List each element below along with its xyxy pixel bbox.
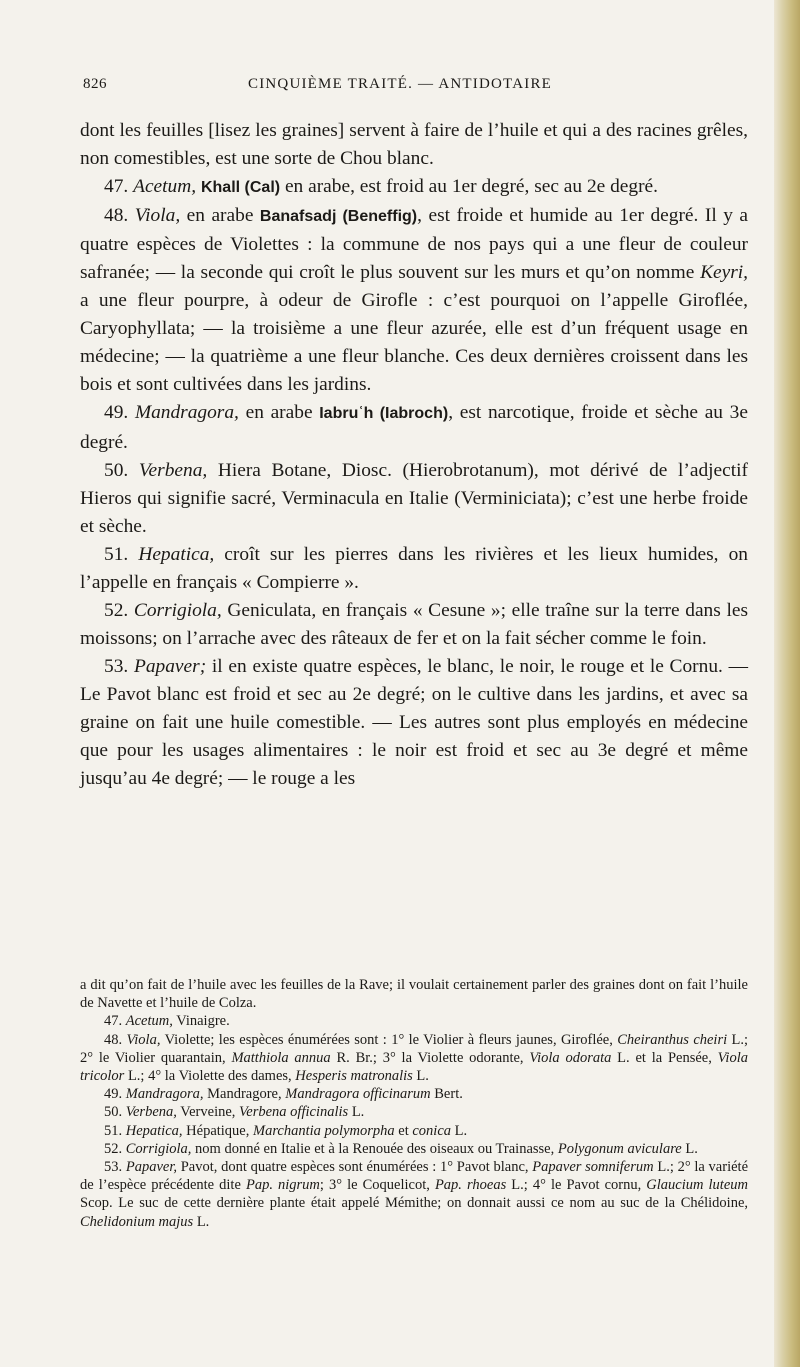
note-52: 52. Corrigiola, nom donné en Italie et à la Renouée des oiseaux ou Trainasse, Polygonum aviculare L. (104, 1140, 698, 1157)
note-51: 51. Hepatica, Hépatique, Marchantia polymorpha et conica L. (104, 1122, 468, 1139)
arabic-name: Iabruʿh (Iabroch) (319, 405, 449, 423)
note-53: 53. Papaver, Pavot, dont quatre espèces sont énumérées : 1° Pavot blanc, Papaver somniferum L.; 2° la variété de l’espèce précédente dite Pap. nigrum; 3° le Coquelicot, Pap. rhoeas L.; 4° le Pavot cornu, Glaucium luteum Scop. Le suc de cette dernière plante était appelé Mémithe; on donnait aussi ce nom au suc de la Chélidoine, Chelidonium majus L. (80, 1159, 748, 1230)
entry-term: Hepatica, (138, 543, 215, 565)
page-edge (774, 0, 800, 1367)
entry-term: Papaver; (134, 655, 207, 677)
page-number: 826 (83, 76, 107, 92)
entry-49: 49. Mandragora, en arabe Iabruʿh (Iabroch), est narcotique, froide et sèche au 3e degré. (80, 402, 748, 453)
entry-51: 51. Hepatica, croît sur les pierres dans les rivières et les lieux humides, on l’appelle en français « Compierre ». (80, 543, 748, 593)
entry-48: 48. Viola, en arabe Banafsadj (Beneffig), est froide et humide au 1er degré. Il y a quatre espèces de Violettes : la commune de nos pays qui a une fleur de couleur safranée; — la seconde qui croît le plus souvent sur les murs et qu’on nomme Keyri, a une fleur pourpre, à odeur de Girofle : c’est pourquoi on l’appelle Giroflée, Caryophyllata; — la troisième a une fleur azurée, elle est d’un fréquent usage en médecine; — la quatrième a une fleur blanche. Ces deux dernières croissent dans les bois et sont cultivées dans les jardins. (80, 205, 748, 396)
entry-term: Viola, (134, 205, 181, 227)
note-48: 48. Viola, Violette; les espèces énumérées sont : 1° le Violier à fleurs jaunes, Giroflée, Cheiranthus cheiri L.; 2° le Violier quarantain, Matthiola annua R. Br.; 3° la Violette odorante, Viola odorata L. et la Pensée, Viola tricolor L.; 4° la Violette des dames, Hesperis matronalis L. (80, 1031, 749, 1085)
arabic-name: Banafsadj (Beneffig) (259, 208, 418, 226)
entry-term: Mandragora, (134, 402, 239, 424)
note-47: 47. Acetum, Vinaigre. (104, 1013, 230, 1030)
entry-47: 47. Acetum, Khall (Cal) en arabe, est froid au 1er degré, sec au 2e degré. (104, 176, 659, 198)
note-49: 49. Mandragora, Mandragore, Mandragora officinarum Bert. (104, 1086, 463, 1103)
note-continuation: a dit qu’on fait de l’huile avec les feuilles de la Rave; il voulait certainement parler des graines dont on fait l’huile de Navette et l’huile de Colza. (80, 977, 748, 1012)
entry-term: Verbena, (138, 459, 208, 481)
main-text (80, 117, 748, 793)
page-header (0, 76, 800, 96)
entry-53: 53. Papaver; il en existe quatre espèces, le blanc, le noir, le rouge et le Cornu. — Le Pavot blanc est froid et sec au 2e degré; on le cultive dans les jardins, et avec sa graine on fait une huile comestible. — Les autres sont plus employés en médecine que pour les usages alimentaires : le noir est froid et sec au 3e degré et même jusqu’au 4e degré; — le rouge a les (80, 655, 748, 790)
entry-52: 52. Corrigiola, Geniculata, en français « Cesune »; elle traîne sur la terre dans les moissons; on l’arrache avec des râteaux de fer et on la fait sécher comme le foin. (80, 599, 748, 649)
footnotes (80, 976, 748, 1231)
running-title: CINQUIÈME TRAITÉ. — ANTIDOTAIRE (247, 76, 553, 92)
entry-term: Corrigiola, (133, 599, 222, 621)
entry-term: Acetum, (133, 176, 197, 198)
paragraph-continuation: dont les feuilles [lisez les graines] servent à faire de l’huile et qui a des racines grêles, non comestibles, est une sorte de Chou blanc. (80, 120, 748, 170)
arabic-name: Khall (Cal) (200, 179, 281, 197)
entry-50: 50. Verbena, Hiera Botane, Diosc. (Hierobrotanum), mot dérivé de l’adjectif Hieros qui signifie sacré, Verminacula en Italie (Verminiciata); c’est une herbe froide et sèche. (80, 459, 748, 537)
note-50: 50. Verbena, Verveine, Verbena officinalis L. (104, 1104, 365, 1121)
